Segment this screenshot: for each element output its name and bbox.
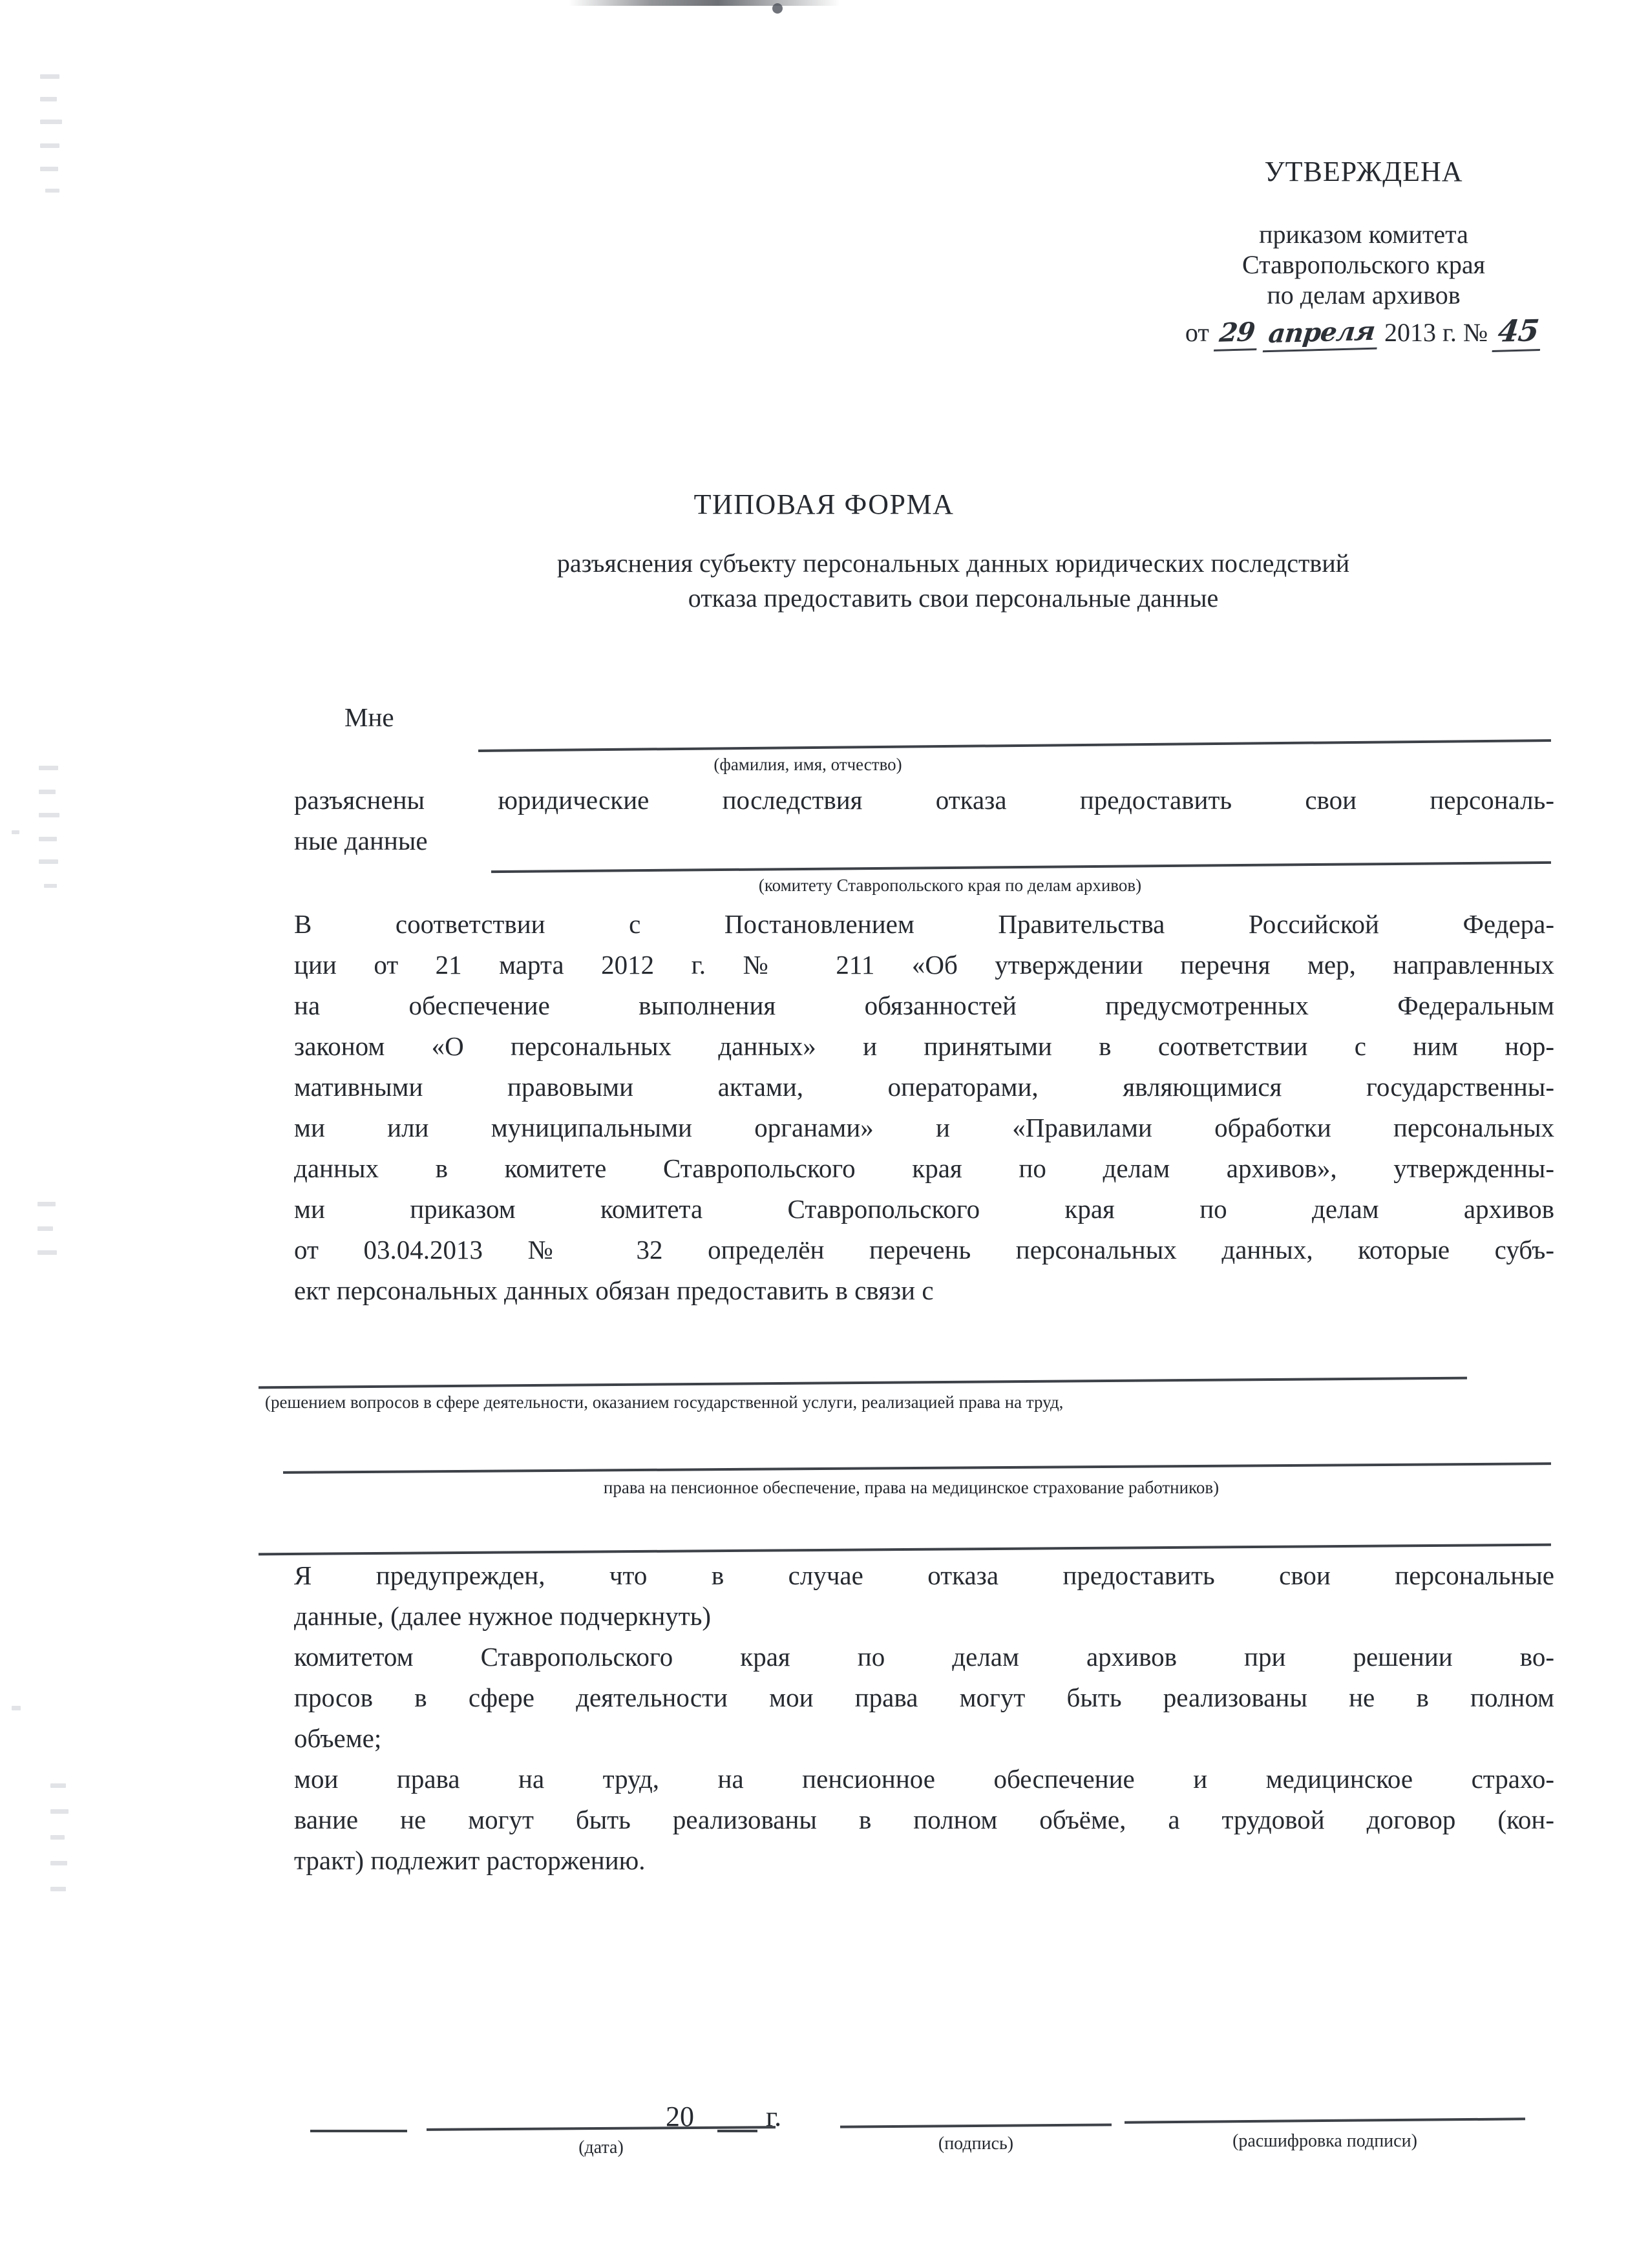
- purpose-blank-rule-1[interactable]: [259, 1377, 1467, 1389]
- scan-edge-artifact: [569, 0, 840, 6]
- explained-line-1: разъяснены юридические последствия отказа предоставить свои персональ-: [294, 785, 1554, 815]
- scan-speck: [37, 1226, 53, 1231]
- date-prefix-label: от: [1185, 317, 1209, 347]
- form-subtitle-line-2: отказа предоставить свои персональные данные: [688, 583, 1219, 613]
- warning-line-1: Я предупрежден, что в случае отказа предоставить свои персональные: [294, 1560, 1554, 1590]
- approval-line-2: Ставропольского края: [1242, 250, 1485, 280]
- caption-signature: (подпись): [938, 2134, 1014, 2154]
- main-line-9: от 03.04.2013 № 32 определён перечень персональных данных, которые субъ-: [294, 1235, 1554, 1265]
- scan-speck: [45, 189, 59, 193]
- approval-title: УТВЕРЖДЕНА: [1264, 156, 1463, 187]
- scan-speck: [50, 1783, 66, 1788]
- explained-lines: [294, 787, 1554, 868]
- warning-line-7: вание не могут быть реализованы в полном объёме, а трудовой договор (кон-: [294, 1805, 1554, 1834]
- warning-line-5: объеме;: [294, 1723, 382, 1753]
- main-line-5: мативными правовыми актами, операторами, являющимися государственны-: [294, 1072, 1554, 1102]
- approval-year: 2013 г.: [1384, 317, 1457, 347]
- signature-blank-rule[interactable]: [840, 2123, 1112, 2128]
- mne-label: Мне: [344, 702, 394, 732]
- scan-speck: [39, 813, 59, 817]
- approval-date-row: [1137, 313, 1590, 352]
- scan-speck: [12, 1706, 21, 1710]
- form-subtitle-line-1: разъяснения субъекту персональных данных юридических последствий: [556, 549, 1350, 578]
- caption-purpose-1: (решением вопросов в сфере деятельности, оказанием государственной услуги, реализацией права на труд,: [265, 1392, 1064, 1412]
- scan-dot-artifact: [772, 3, 783, 14]
- number-symbol: №: [1463, 317, 1488, 347]
- main-line-2: ции от 21 марта 2012 г. № 211 «Об утверждении перечня мер, направленных: [294, 950, 1554, 980]
- form-subtitle: [362, 546, 1545, 615]
- main-line-1: В соответствии с Постановлением Правительства Российской Федера-: [294, 909, 1554, 939]
- scan-speck: [37, 1202, 56, 1206]
- warning-line-3: комитетом Ставропольского края по делам архивов при решении во-: [294, 1642, 1554, 1672]
- scan-speck: [37, 1250, 57, 1255]
- scan-speck: [50, 1835, 65, 1840]
- date-blank-rule-prefix[interactable]: [310, 2130, 407, 2132]
- caption-date: (дата): [578, 2137, 624, 2158]
- warning-line-6: мои права на труд, на пенсионное обеспечение и медицинское страхо-: [294, 1764, 1554, 1794]
- handwritten-month: апреля: [1262, 315, 1380, 352]
- recipient-section: [294, 704, 1554, 745]
- scan-speck: [40, 120, 62, 124]
- scan-speck: [40, 74, 59, 79]
- signature-block: [0, 2035, 1648, 2165]
- caption-decoding: (расшифровка подписи): [1232, 2131, 1417, 2151]
- handwritten-day: 29: [1214, 317, 1260, 352]
- scan-speck: [50, 1861, 67, 1865]
- main-line-8: ми приказом комитета Ставропольского края по делам архивов: [294, 1194, 1554, 1224]
- scan-speck: [39, 790, 56, 794]
- main-line-3: на обеспечение выполнения обязанностей предусмотренных Федеральным: [294, 991, 1554, 1020]
- warning-line-4: просов в сфере деятельности мои права могут быть реализованы не в полном: [294, 1683, 1554, 1712]
- warning-line-8: тракт) подлежит расторжению.: [294, 1845, 646, 1875]
- purpose-blank-rule-2[interactable]: [283, 1462, 1551, 1474]
- scan-speck: [40, 167, 58, 171]
- main-line-7: данных в комитете Ставропольского края по делам архивов», утвержденны-: [294, 1153, 1554, 1183]
- caption-purpose-2: права на пенсионное обеспечение, права на медицинское страхование работников): [603, 1478, 1220, 1497]
- scan-speck: [50, 1887, 66, 1891]
- explained-line-2: ные данные: [294, 826, 428, 856]
- scan-speck: [39, 837, 57, 841]
- form-title: ТИПОВАЯ ФОРМА: [693, 488, 955, 520]
- approval-header: [1137, 155, 1590, 352]
- purpose-blank-rule-3[interactable]: [259, 1544, 1551, 1556]
- main-paragraph: [294, 911, 1554, 1318]
- scan-speck: [39, 859, 58, 864]
- scan-speck: [44, 884, 57, 888]
- warning-line-2: данные, (далее нужное подчеркнуть): [294, 1601, 712, 1631]
- caption-committee: (комитету Ставропольского края по делам архивов): [758, 876, 1142, 895]
- year-suffix: г.: [766, 2101, 782, 2132]
- warning-section: [294, 1562, 1554, 1888]
- main-line-10: ект персональных данных обязан предоставить в связи с: [294, 1276, 934, 1305]
- year-blank-rule[interactable]: [717, 2130, 757, 2132]
- year-prefix: 20: [666, 2101, 694, 2132]
- scan-speck: [40, 97, 57, 101]
- main-line-6: ми или муниципальными органами» и «Правилами обработки персональных: [294, 1113, 1554, 1142]
- main-line-4: законом «О персональных данных» и принятыми в соответствии с ним нор-: [294, 1031, 1554, 1061]
- handwritten-order-number: 45: [1492, 313, 1545, 352]
- approval-line-3: по делам архивов: [1267, 280, 1461, 310]
- scan-speck: [40, 143, 59, 148]
- scan-speck: [50, 1809, 69, 1814]
- scan-speck: [39, 766, 58, 770]
- decoding-blank-rule[interactable]: [1125, 2117, 1525, 2123]
- approval-line-1: приказом комитета: [1259, 220, 1468, 249]
- scan-speck: [12, 830, 19, 834]
- caption-fio: (фамилия, имя, отчество): [713, 755, 902, 774]
